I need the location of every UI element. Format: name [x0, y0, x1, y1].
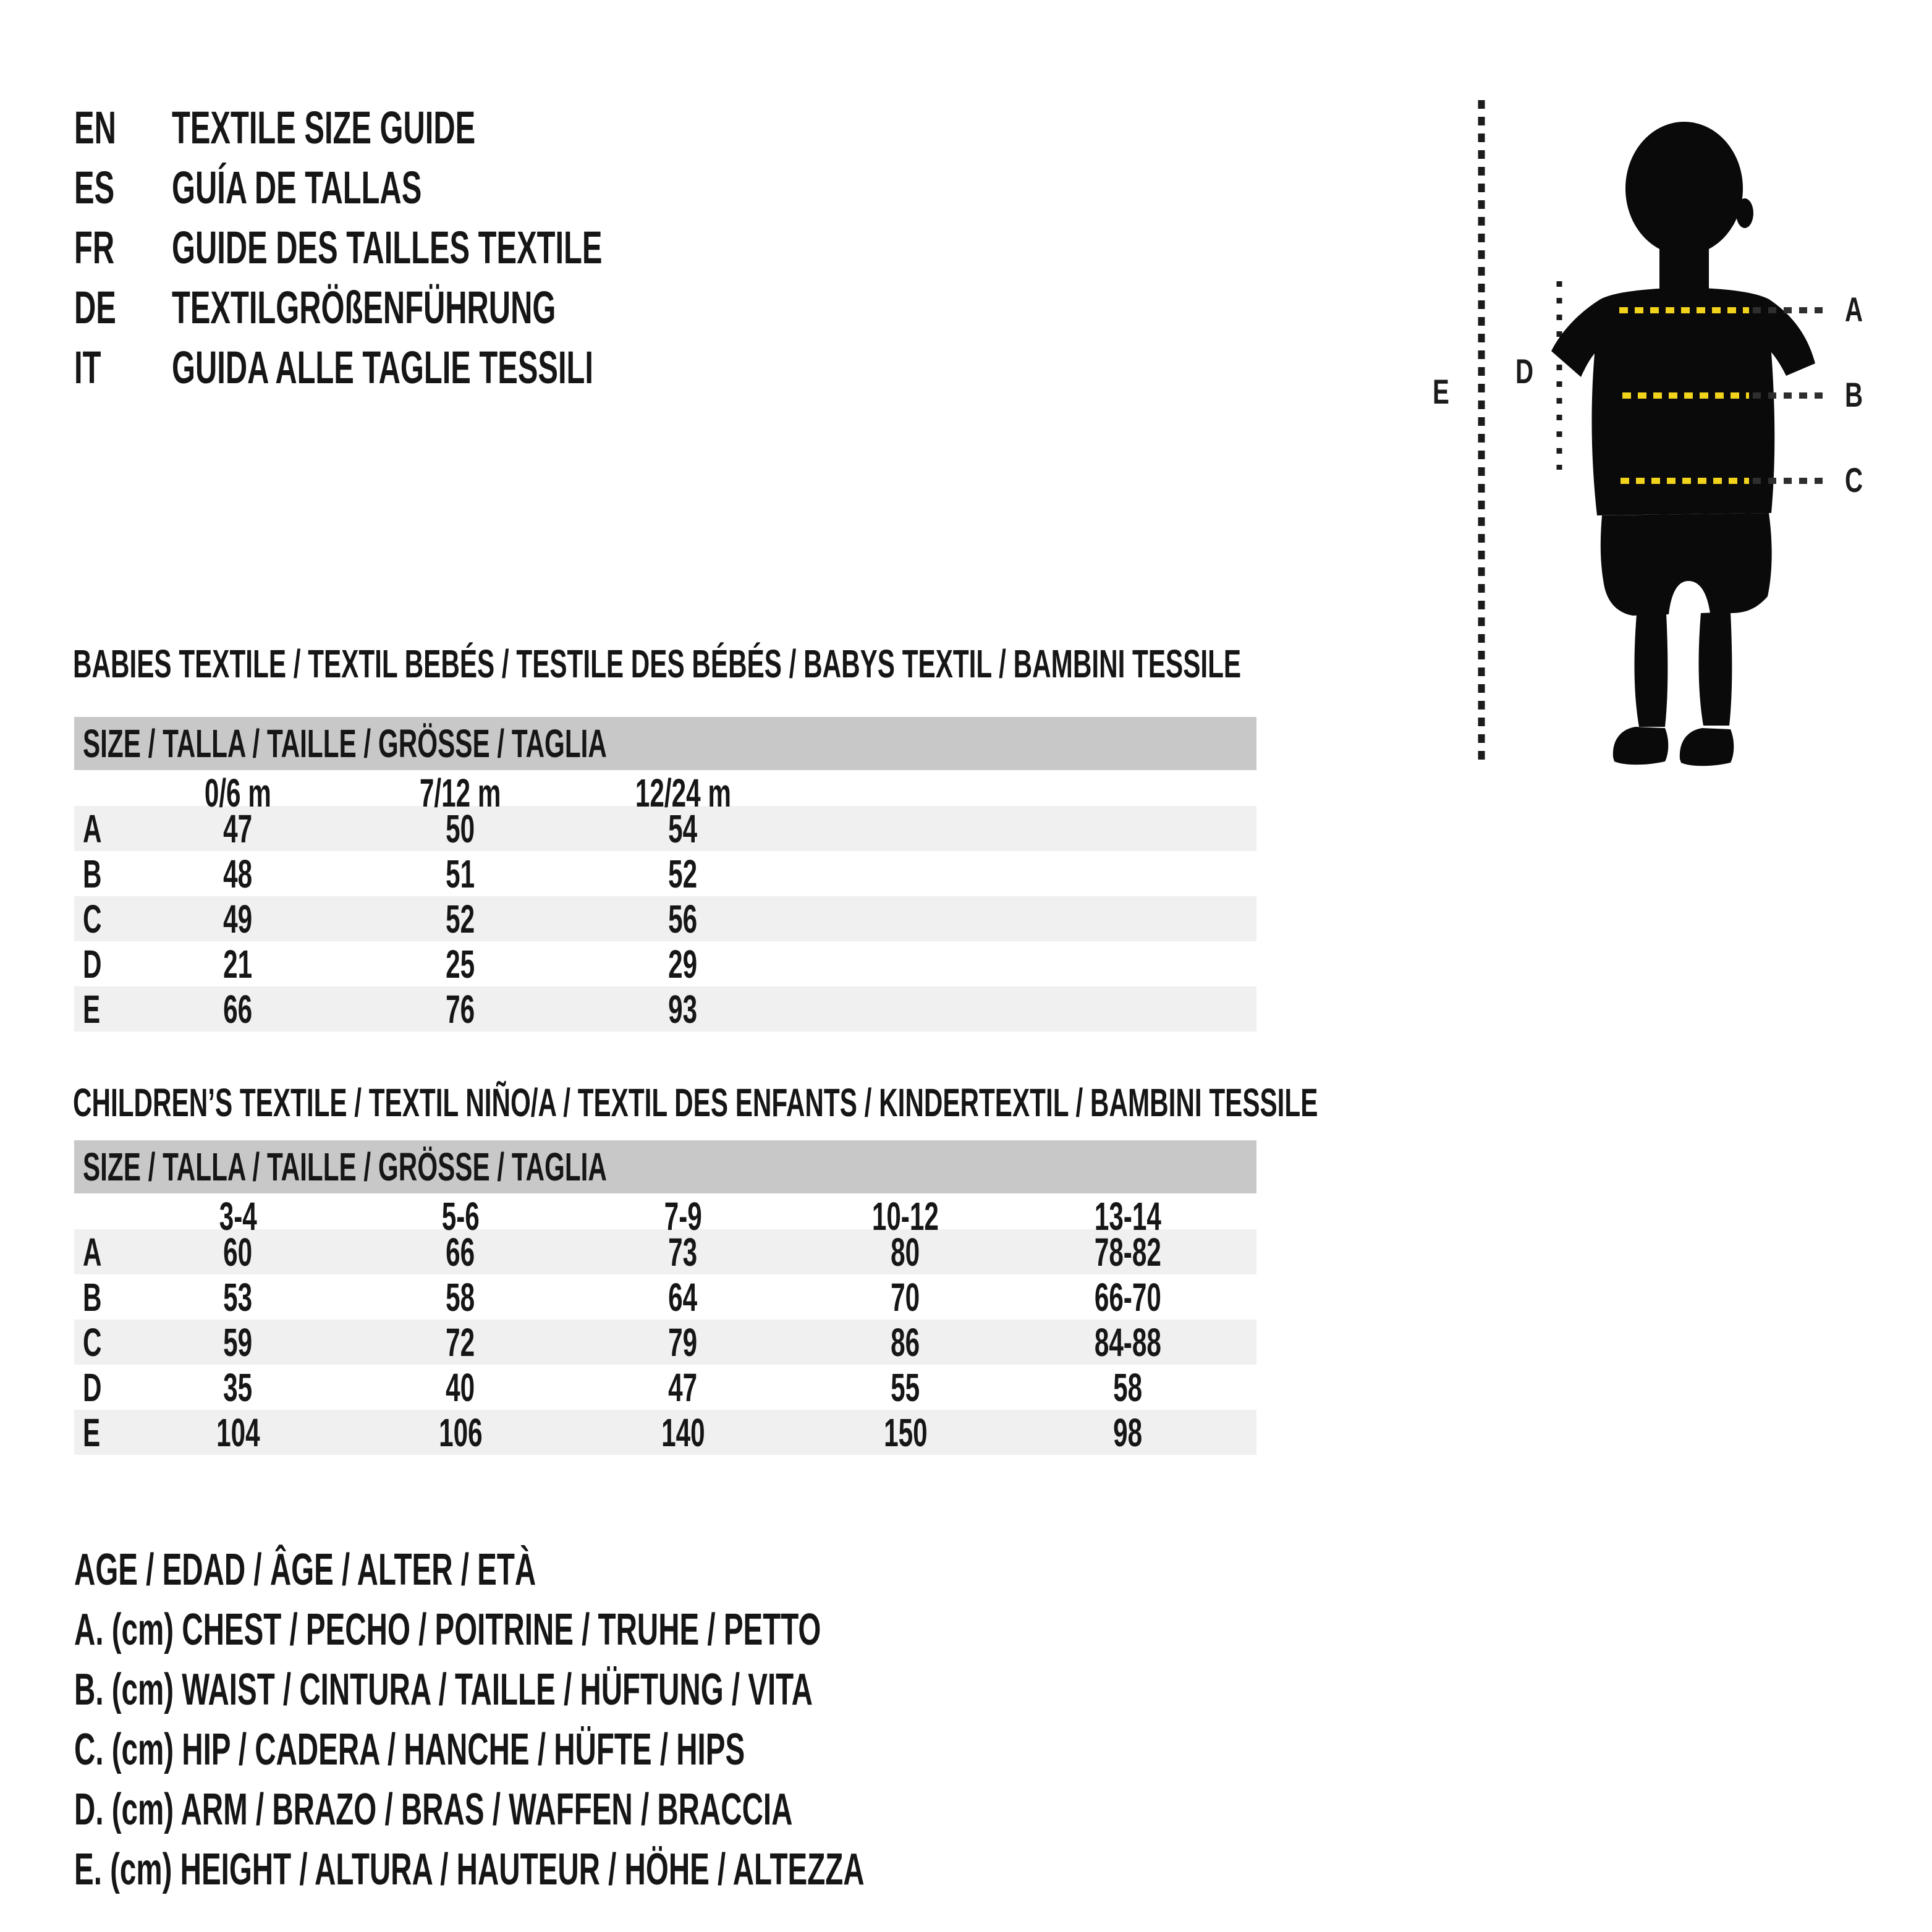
children-size-table — [74, 1193, 1256, 1455]
cell: 64 — [668, 1275, 698, 1320]
babies-column-header-row — [74, 770, 1256, 815]
children-col-7-9: 7-9 — [664, 1194, 702, 1239]
lang-code-de: DE — [74, 282, 116, 333]
row-label: D — [83, 1365, 102, 1410]
babies-col-0-6m: 0/6 m — [204, 771, 272, 815]
cell: 56 — [668, 897, 698, 941]
table-row — [74, 1274, 1256, 1320]
label-height-E: E — [1433, 373, 1449, 412]
babies-size-header-bar — [74, 717, 1256, 770]
legend-chest-line: A. (cm) CHEST / PECHO / POITRINE / TRUHE / PETTO — [74, 1605, 821, 1654]
lang-title-en: TEXTILE SIZE GUIDE — [172, 102, 476, 153]
cell: 47 — [223, 807, 253, 851]
babies-section-heading — [73, 644, 1843, 684]
cell: 80 — [891, 1230, 920, 1274]
silhouette-right-shoe — [1680, 728, 1734, 766]
children-col-3-4: 3-4 — [219, 1194, 257, 1239]
table-row — [74, 896, 1256, 941]
cell: 54 — [668, 807, 698, 851]
row-label: E — [83, 987, 101, 1032]
silhouette-left-shoe — [1613, 727, 1668, 765]
silhouette-shorts — [1601, 513, 1772, 616]
table-row — [74, 986, 1256, 1032]
cell: 93 — [668, 987, 698, 1032]
cell: 53 — [223, 1275, 253, 1320]
row-label: A — [83, 807, 102, 851]
lang-row-es — [74, 158, 824, 218]
label-chest-A: A — [1845, 290, 1863, 329]
children-col-10-12: 10-12 — [871, 1194, 939, 1239]
cell: 58 — [446, 1275, 475, 1320]
children-heading-text: CHILDREN’S TEXTILE / TEXTIL NIÑO/A / TEXTIL DES ENFANTS / KINDERTEXTIL / BAMBINI TESSILE — [73, 1080, 1318, 1125]
legend-height-line: E. (cm) HEIGHT / ALTURA / HAUTEUR / HÖHE / ALTEZZA — [74, 1845, 865, 1894]
table-row — [74, 1365, 1256, 1410]
cell: 104 — [216, 1410, 260, 1455]
lang-code-en: EN — [74, 102, 116, 153]
children-section-heading — [73, 1080, 1932, 1125]
cell: 47 — [668, 1365, 698, 1410]
babies-heading-text: BABIES TEXTILE / TEXTIL BEBÉS / TESTILE DES BÉBÉS / BABYS TEXTIL / BAMBINI TESSILE — [73, 642, 1242, 686]
label-hip-C: C — [1845, 461, 1863, 500]
cell: 70 — [891, 1275, 920, 1320]
cell: 48 — [223, 852, 253, 896]
cell: 73 — [668, 1230, 698, 1274]
cell: 86 — [891, 1320, 920, 1365]
cell: 106 — [438, 1410, 483, 1455]
children-col-13-14: 13-14 — [1094, 1194, 1162, 1239]
babies-col-12-24m: 12/24 m — [635, 771, 731, 815]
cell: 50 — [446, 807, 475, 851]
cell: 140 — [661, 1410, 705, 1455]
cell: 84-88 — [1094, 1320, 1162, 1365]
children-column-header-row — [74, 1193, 1256, 1239]
cell: 78-82 — [1094, 1230, 1162, 1274]
row-label: B — [83, 852, 102, 896]
lang-title-es: GUÍA DE TALLAS — [172, 162, 422, 213]
row-label: D — [83, 942, 102, 986]
label-waist-B: B — [1845, 376, 1863, 415]
legend-age-line: AGE / EDAD / ÂGE / ALTER / ETÀ — [74, 1545, 536, 1595]
lang-title-de: TEXTILGRÖßENFÜHRUNG — [172, 282, 556, 333]
cell: 35 — [223, 1365, 253, 1410]
lang-row-en — [74, 98, 824, 158]
row-label: C — [83, 897, 102, 941]
cell: 98 — [1113, 1410, 1143, 1455]
silhouette-head — [1625, 122, 1743, 255]
measurement-legend — [74, 1540, 1271, 1900]
row-label: B — [83, 1275, 102, 1320]
cell: 59 — [223, 1320, 253, 1365]
row-label: C — [83, 1320, 102, 1365]
cell: 49 — [223, 897, 253, 941]
children-col-5-6: 5-6 — [441, 1194, 480, 1239]
lang-row-de — [74, 278, 824, 337]
silhouette-nose — [1736, 198, 1753, 228]
row-label: E — [83, 1410, 101, 1455]
legend-waist-line: B. (cm) WAIST / CINTURA / TAILLE / HÜFTUNG / VITA — [74, 1665, 813, 1714]
cell: 51 — [446, 852, 475, 896]
cell: 66 — [446, 1230, 475, 1274]
lang-row-fr — [74, 218, 824, 278]
cell: 52 — [668, 852, 698, 896]
cell: 58 — [1113, 1365, 1143, 1410]
cell: 79 — [668, 1320, 698, 1365]
table-row — [74, 1320, 1256, 1365]
cell: 52 — [446, 897, 475, 941]
lang-code-fr: FR — [74, 222, 115, 273]
children-table-body — [74, 1229, 1256, 1455]
legend-hip-line: C. (cm) HIP / CADERA / HANCHE / HÜFTE / HIPS — [74, 1725, 745, 1774]
cell: 25 — [446, 942, 475, 986]
lang-title-fr: GUIDE DES TAILLES TEXTILE — [172, 222, 603, 273]
children-size-header-bar — [74, 1140, 1256, 1193]
lang-title-it: GUIDA ALLE TAGLIE TESSILI — [172, 342, 593, 393]
babies-size-header-text: SIZE / TALLA / TAILLE / GRÖSSE / TAGLIA — [83, 721, 607, 766]
language-title-list — [74, 98, 824, 397]
cell: 40 — [446, 1365, 475, 1410]
lang-code-it: IT — [74, 342, 101, 393]
babies-col-7-12m: 7/12 m — [420, 771, 501, 815]
lang-row-it — [74, 337, 824, 397]
cell: 72 — [446, 1320, 475, 1365]
table-row — [74, 1410, 1256, 1455]
cell: 150 — [883, 1410, 928, 1455]
cell: 76 — [446, 987, 475, 1032]
cell: 66-70 — [1094, 1275, 1162, 1320]
cell: 21 — [223, 942, 253, 986]
table-row — [74, 941, 1256, 986]
cell: 60 — [223, 1230, 253, 1274]
label-arm-D: D — [1515, 352, 1534, 391]
cell: 66 — [223, 987, 253, 1032]
legend-arm-line: D. (cm) ARM / BRAZO / BRAS / WAFFEN / BRACCIA — [74, 1785, 793, 1834]
babies-size-table — [74, 770, 1256, 1032]
cell: 55 — [891, 1365, 920, 1410]
children-size-header-text: SIZE / TALLA / TAILLE / GRÖSSE / TAGLIA — [83, 1145, 607, 1189]
table-row — [74, 851, 1256, 896]
row-label: A — [83, 1230, 102, 1274]
babies-table-body — [74, 806, 1256, 1032]
lang-code-es: ES — [74, 162, 115, 213]
cell: 29 — [668, 942, 698, 986]
